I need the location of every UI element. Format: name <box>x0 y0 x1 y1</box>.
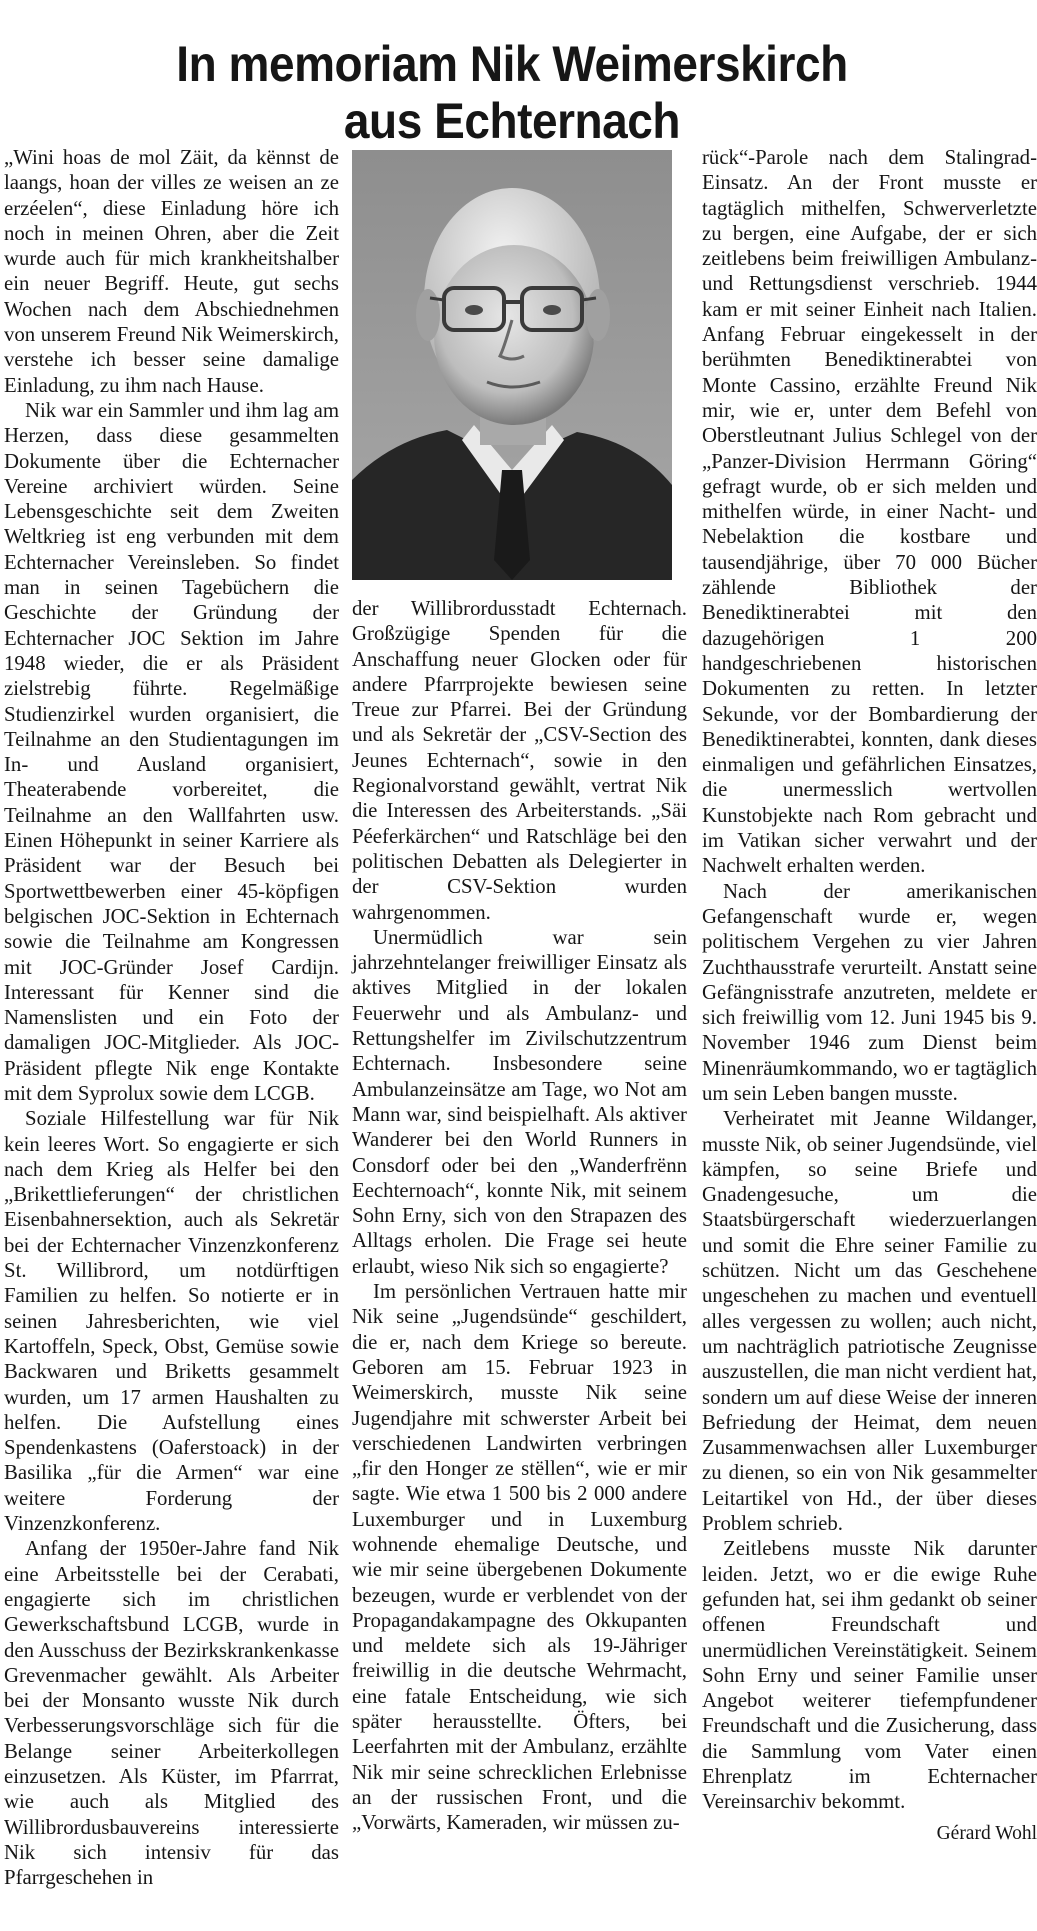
paragraph: der Willibrordusstadt Echternach. Großzügige Spenden für die Anschaffung neuer Glocken oder für andere Pfarrprojekte bewiesen seine Treue zur Pfarrei. Bei der Gründung und als Sekretär der „CSV-Section des Jeunes Echternach“, sowie in den Regionalvorstand gewählt, vertrat Nik die Interessen des Arbeiterstands. „Säi Péeferkärchen“ und Ratschläge bei den politischen Debatten als Delegierter in der CSV-Sektion wurden wahrgenommen. <box>352 597 687 924</box>
paragraph: rück“-Parole nach dem Stalingrad-Einsatz. An der Front musste er tagtäglich mithelfen, Schwerverletzte zu bergen, eine Aufgabe, der er sich zeitlebens beim freiwilligen Ambulanz- und Rettungsdienst verschrieb. 1944 kam er mit seiner Einheit nach Italien. Anfang Februar eingekesselt in der berühmten Benediktinerabtei von Monte Cassino, erzählte Freund Nik mir, wie er, unter dem Befehl von Oberstleutnant Julius Schlegel von der „Panzer-Division Herrmann Göring“ gefragt wurde, ob er sich melden und mithelfen würde, in einer Nacht- und Nebelaktion die kostbare und tausendjährige, über 70 000 Bücher zählende Bibliothek der Benediktinerabtei mit den dazugehörigen 1 200 handgeschriebenen historischen Dokumenten zu retten. In letzter Sekunde, vor der Bombardierung der Benediktinerabtei, konnten, dank dieses einmaligen und gefährlichen Einsatzes, die unermesslich wertvollen Kunstobjekte nach Rom gebracht und im Vatikan sicher verwahrt und der Nachwelt erhalten werden. <box>702 146 1037 878</box>
headline-line-1: In memoriam Nik Weimerskirch <box>176 35 848 92</box>
paragraph: Soziale Hilfestellung war für Nik kein leeres Wort. So engagierte er sich nach dem Krieg als Helfer bei den „Brikettlieferungen“ der christlichen Eisenbahnersektion, auch als Sekretär bei der Echternacher Vinzenzkonferenz St. Willibrord, um notdürftigen Familien zu helfen. So notierte er in seinen Jahresberichten, wie viel Kartoffeln, Speck, Obst, Gemüse sowie Backwaren und Briketts gesammelt wurden, um 17 armen Haushalten zu helfen. Die Aufstellung eines Spendenkastens (Oaferstoack) in der Basilika „für die Armen“ war eine weitere Forderung der Vinzenzkonferenz. <box>4 1107 339 1536</box>
portrait-illustration <box>352 150 672 580</box>
paragraph: Unermüdlich war sein jahrzehntelanger freiwilliger Einsatz als aktives Mitglied in der lokalen Feuerwehr und als Ambulanz- und Rettungshelfer im Zivilschutzzentrum Echternach. Insbesondere seine Ambulanzeinsätze am Tage, wo Not am Mann war, sind beispielhaft. Als aktiver Wanderer bei den World Runners in Consdorf oder bei den „Wanderfrënn Eechternoach“, konnte Nik, mit seinem Sohn Erny, sich von den Strapazen des Alltags erholen. Die Frage sei heute erlaubt, wieso Nik sich so engagierte? <box>352 925 687 1278</box>
paragraph: Nik war ein Sammler und ihm lag am Herzen, dass diese gesammelten Dokumente über die Echternacher Vereine archiviert würden. Seine Lebensgeschichte seit dem Zweiten Weltkrieg ist eng verbunden mit dem Echternacher Vereinsleben. So findet man in seinen Tagebüchern die Geschichte der Gründung der Echternacher JOC Sektion im Jahre 1948 wieder, die er als Präsident zielstrebig führte. Regelmäßige Studienzirkel wurden organisiert, die Teilnahme an den Studientagungen im In- und Ausland organisiert, Theaterabende vorbereitet, die Teilnahme an den Wallfahrten usw. Einen Höhepunkt in seiner Karriere als Präsident war der Besuch bei Sportwettbewerben einer 45-köpfigen belgischen JOC-Sektion in Echternach sowie die Teilnahme am Kongressen mit JOC-Gründer Josef Cardijn. Interessant für Kenner sind die Namenslisten und ein Foto der damaligen JOC-Mitglieder. Als JOC-Präsident pflegte Nik enge Kontakte mit dem Syprolux sowie dem LCGB. <box>4 398 339 1105</box>
headline-line-2: aus Echternach <box>343 92 681 149</box>
text-column-3 <box>702 145 1037 1846</box>
paragraph: Anfang der 1950er-Jahre fand Nik eine Arbeitsstelle bei der Cerabati, engagierte sich im christlichen Gewerkschaftsbund LCGB, wurde in den Ausschuss der Bezirkskrankenkasse Grevenmacher gewählt. Als Arbeiter bei der Monsanto wusste Nik durch Verbesserungsvorschläge sich für die Belange seiner Arbeiterkollegen einzusetzen. Als Küster, im Pfarrrat, wie auch als Mitglied des Willibrordusbauvereins interessierte Nik sich intensiv für das Pfarrgeschehen in <box>4 1537 339 1890</box>
portrait-photo <box>352 150 672 580</box>
paragraph: Nach der amerikanischen Gefangenschaft wurde er, wegen politischem Vergehen zu vier Jahren Zuchthausstrafe verurteilt. Anstatt seine Gefängnisstrafe anzutreten, meldete er sich freiwillig vom 12. Juni 1945 bis 9. November 1946 zum Dienst beim Minenräumkommando, wo er tagtäglich um sein Leben bangen musste. <box>702 879 1037 1105</box>
paragraph: Zeitlebens musste Nik darunter leiden. Jetzt, wo er die ewige Ruhe gefunden hat, sei ihm gedankt ob seiner offenen Freundschaft und unermüdlichen Vereinstätigkeit. Seinem Sohn Erny und seiner Familie unser Angebot weiterer tiefempfundener Freundschaft und die Zusicherung, dass die Sammlung vom Vater einen Ehrenplatz im Echternacher Vereinsarchiv bekommt. <box>702 1537 1037 1814</box>
paragraph: „Wini hoas de mol Zäit, da kënnst de laangs, hoan der villes ze weisen an ze erzéelen“, diese Einladung höre ich noch in meinen Ohren, aber die Zeit wurde auch für mich krankheitshalber ein neuer Begriff. Heute, gut sechs Wochen nach dem Abschiednehmen von unserem Freund Nik Weimerskirch, verstehe ich besser seine damalige Einladung, zu ihm nach Hause. <box>4 146 339 397</box>
paragraph: Im persönlichen Vertrauen hatte mir Nik seine „Jugendsünde“ geschildert, die er, nach dem Kriege so bereute. Geboren am 15. Februar 1923 in Weimerskirch, musste Nik seine Jugendjahre mit schwerster Arbeit bei verschiedenen Landwirten verbringen „fir den Honger ze stëllen“, wie er mir sagte. Wie etwa 1 500 bis 2 000 andere Luxemburger und in Luxemburg wohnende ehemalige Deutsche, und wie mir seine übergebenen Dokumente bezeugen, wurde er verblendet von der Propagandakampagne des Okkupanten und meldete sich als 19-Jähriger freiwillig in die deutsche Wehrmacht, eine fatale Entscheidung, wie sich später herausstellte. Öfters, bei Leerfahrten mit der Ambulanz, erzählte Nik mir seine schrecklichen Erlebnisse an der russischen Front, und die „Vorwärts, Kameraden, wir müssen zu- <box>352 1280 687 1835</box>
article-headline <box>41 36 983 150</box>
author-byline: Gérard Wohl <box>936 1822 1037 1844</box>
text-column-1 <box>4 145 339 1890</box>
paragraph: Verheiratet mit Jeanne Wildanger, musste Nik, ob seiner Jugendsünde, viel kämpfen, so seine Briefe und Gnadengesuche, um die Staatsbürgerschaft wiederzuerlangen und somit die Ehre seiner Familie zu schützen. Nicht um das Geschehene ungeschehen zu machen und eventuell alles vergessen zu wollen; auch nicht, um nachträglich patriotische Zeugnisse auszustellen, die man nicht verdient hat, sondern um auf diese Weise der inneren Befriedung der Heimat, dem neuen Zusammenwachsen aller Luxemburger zu dienen, so ein von Nik gesammelter Leitartikel von Hd., der über dieses Problem schrieb. <box>702 1107 1037 1536</box>
text-column-2 <box>352 596 687 1836</box>
